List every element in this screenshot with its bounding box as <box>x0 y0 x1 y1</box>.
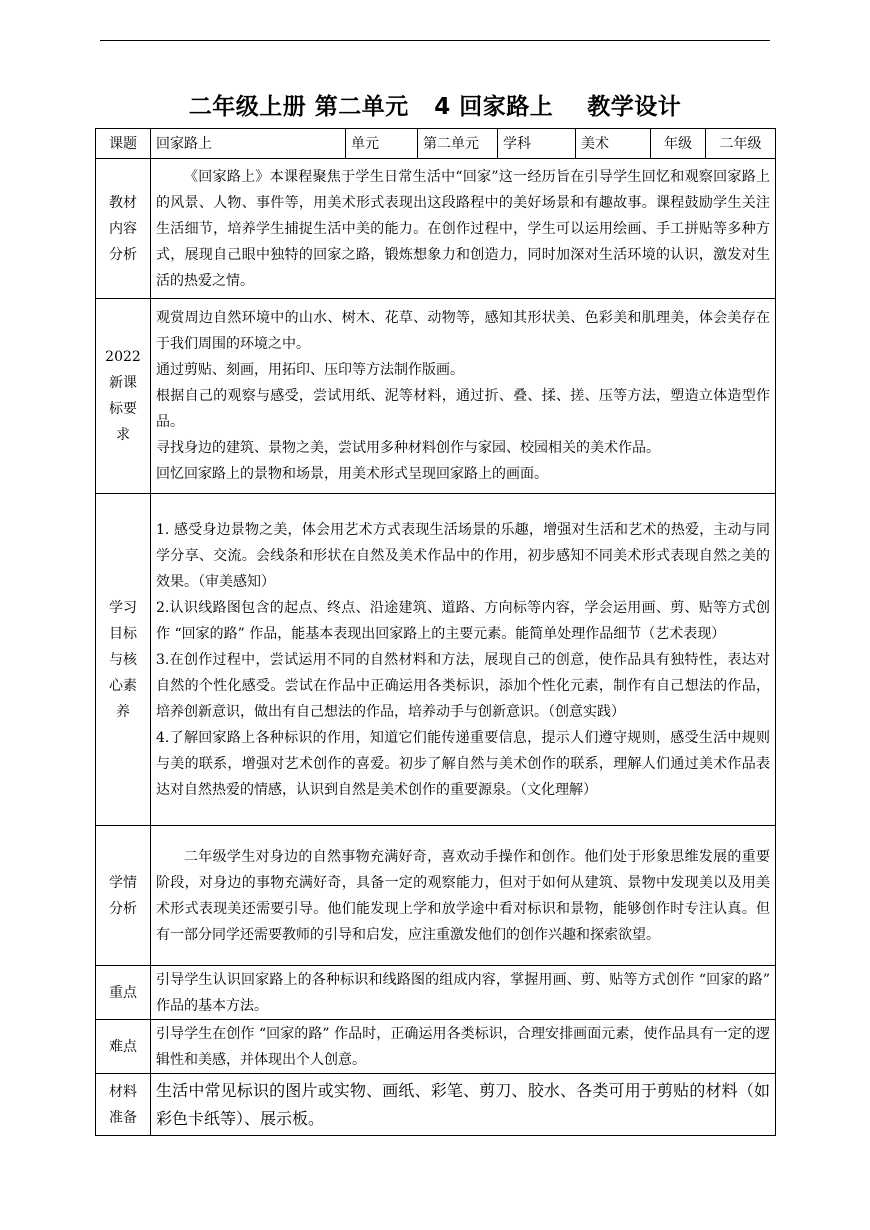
standard-row <box>96 299 776 494</box>
materials-content <box>151 1074 776 1136</box>
goals-row <box>96 494 776 826</box>
textbook-paragraph: 《回家路上》本课程聚焦于学生日常生活中“回家”这一经历旨在引导学生回忆和观察回家路上的风景、人物、事件等，用美术形式表现出这段路程中的美好场景和有趣故事。课程鼓励学生关注生活细节，培养学生捕捉生活中美的能力。在创作过程中，学生可以运用绘画、手工拼贴等多种方式，展现自己眼中独特的回家之路，锻炼想象力和创造力，同时加深对生活环境的认识，激发对生活的热爱之情。 <box>156 168 770 289</box>
materials-label: 材料 准备 <box>96 1074 151 1136</box>
standard-label: 2022 新课 标要 求 <box>96 299 151 494</box>
header-row <box>96 129 776 159</box>
key-points-content <box>151 966 776 1020</box>
document-title: 二年级上册 第二单元 4 回家路上 教学设计 <box>188 94 682 120</box>
key-points-label: 重点 <box>96 966 151 1020</box>
standard-item: 通过剪贴、刻画，用拓印、压印等方法制作版画。 <box>156 362 464 378</box>
difficulties-row <box>96 1020 776 1074</box>
standard-item: 根据自己的观察与感受，尝试用纸、泥等材料，通过折、叠、揉、搓、压等方法，塑造立体造型作品。 <box>156 388 770 430</box>
goal-item: 3.在创作过程中，尝试运用不同的自然材料和方法，展现自己的创意，使作品具有独特性，表达对自然的个性化感受。尝试在作品中正确运用各类标识，添加个性化元素，制作有自己想法的作品，培养创新意识，做出有自己想法的作品，培养动手与创新意识。（创意实践） <box>156 651 770 720</box>
difficulties-label: 难点 <box>96 1020 151 1074</box>
standard-item: 回忆回家路上的景物和场景，用美术形式呈现回家路上的画面。 <box>156 466 548 482</box>
textbook-analysis-content <box>151 159 776 299</box>
header-rule <box>100 40 770 41</box>
difficulties-paragraph: 引导学生在创作 “回家的路” 作品时，正确运用各类标识，合理安排画面元素，使作品具有一定的逻辑性和美感，并体现出个人创意。 <box>156 1025 770 1068</box>
standard-item: 寻找身边的建筑、景物之美，尝试用多种材料创作与家园、校园相关的美术作品。 <box>156 440 660 456</box>
grade-label: 年级 <box>651 129 706 159</box>
student-paragraph: 二年级学生对身边的自然事物充满好奇，喜欢动手操作和创作。他们处于形象思维发展的重要阶段，对身边的事物充满好奇，具备一定的观察能力，但对于如何从建筑、景物中发现美以及用美术形式表现美还需要引导。他们能发现上学和放学途中看对标识和景物，能够创作时专注认真。但有一部分同学还需要教师的引导和启发，应注重激发他们的创作兴趣和探索欲望。 <box>156 848 770 943</box>
topic-value: 回家路上 <box>151 129 346 159</box>
difficulties-content <box>151 1020 776 1074</box>
grade-value: 二年级 <box>706 129 776 159</box>
student-analysis-row <box>96 826 776 966</box>
subject-label: 学科 <box>498 129 576 159</box>
textbook-analysis-row <box>96 159 776 299</box>
topic-label: 课题 <box>96 129 151 159</box>
goal-item: 1. 感受身边景物之美，体会用艺术方式表现生活场景的乐趣，增强对生活和艺术的热爱，主动与同学分享、交流。会线条和形状在自然及美术作品中的作用，初步感知不同美术形式表现自然之美的效果。（审美感知） <box>156 521 770 590</box>
student-analysis-content <box>151 826 776 966</box>
unit-value: 第二单元 <box>418 129 498 159</box>
materials-paragraph: 生活中常见标识的图片或实物、画纸、彩笔、剪刀、胶水、各类可用于剪贴的材料（如彩色卡纸等）、展示板。 <box>156 1080 770 1128</box>
goals-content <box>151 494 776 826</box>
unit-label: 单元 <box>346 129 418 159</box>
textbook-analysis-label: 教材 内容 分析 <box>96 159 151 299</box>
standard-content <box>151 299 776 494</box>
goal-item: 2.认识线路图包含的起点、终点、沿途建筑、道路、方向标等内容，学会运用画、剪、贴等方式创作 “回家的路” 作品，能基本表现出回家路上的主要元素。能简单处理作品细节（艺术表现） <box>156 599 770 642</box>
materials-row <box>96 1074 776 1136</box>
key-points-paragraph: 引导学生认识回家路上的各种标识和线路图的组成内容，掌握用画、剪、贴等方式创作 “回家的路” 作品的基本方法。 <box>156 971 770 1014</box>
student-analysis-label: 学情 分析 <box>96 826 151 966</box>
subject-value: 美术 <box>576 129 651 159</box>
key-points-row <box>96 966 776 1020</box>
standard-item: 观赏周边自然环境中的山水、树木、花草、动物等，感知其形状美、色彩美和肌理美，体会美存在于我们周围的环境之中。 <box>156 310 770 352</box>
goal-item: 4.了解回家路上各种标识的作用，知道它们能传递重要信息，提示人们遵守规则，感受生活中规则与美的联系，增强对艺术创作的喜爱。初步了解自然与美术创作的联系，理解人们通过美术作品表达对自然热爱的情感，认识到自然是美术创作的重要源泉。（文化理解） <box>156 729 770 798</box>
lesson-plan-table <box>95 128 776 1136</box>
goals-label: 学习 目标 与核 心素 养 <box>96 494 151 826</box>
